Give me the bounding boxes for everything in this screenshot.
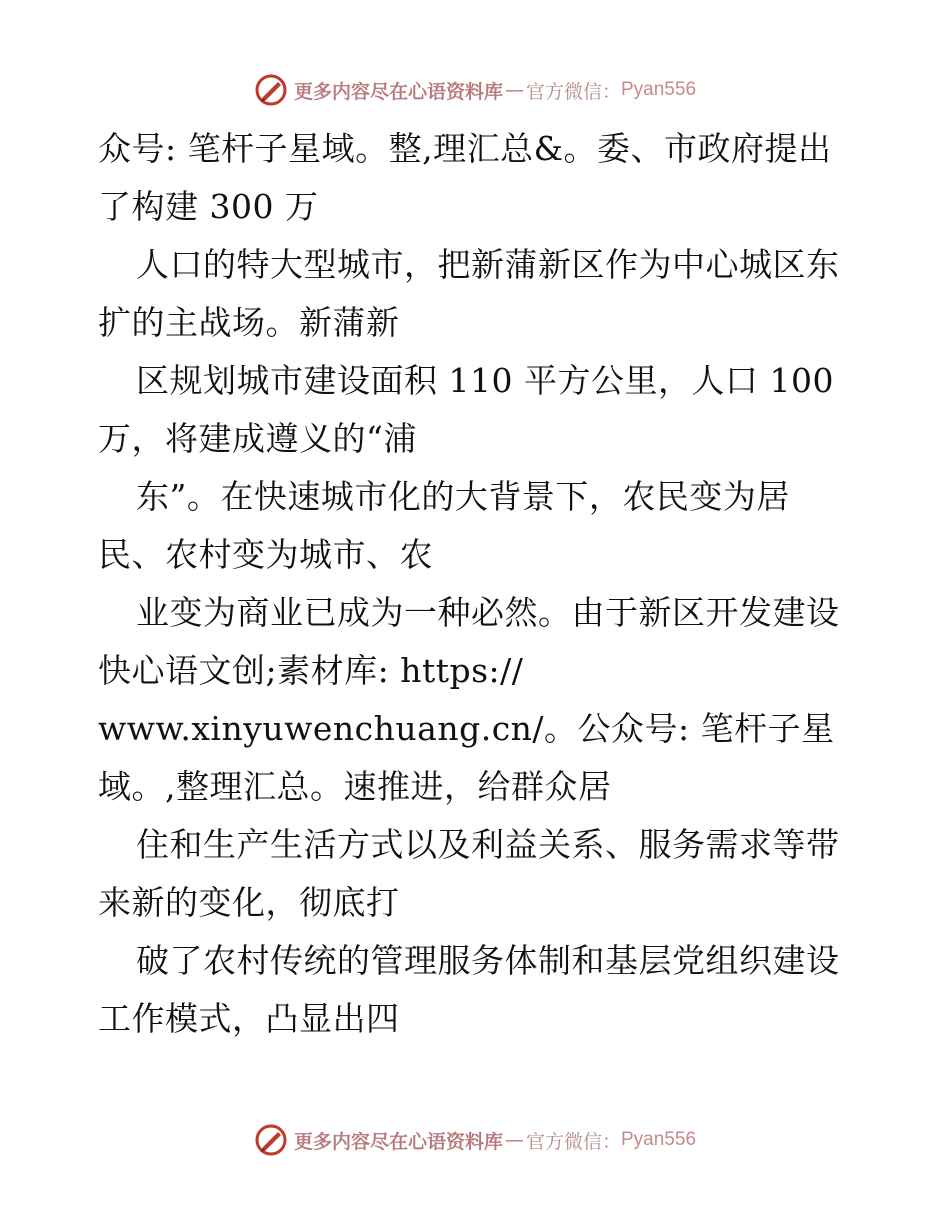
header-banner xyxy=(0,70,950,110)
body-line: 工作模式，凸显出四 xyxy=(98,999,400,1038)
footer-banner xyxy=(0,1120,950,1160)
body-line: www.xinyuwenchuang.cn/。公众号: 笔杆子星 xyxy=(98,709,835,748)
body-line: 住和生产生活方式以及利益关系、服务需求等带 xyxy=(136,825,840,864)
header-wechat-id: Pyan556 xyxy=(621,79,697,100)
footer-wechat-label: 官方微信： xyxy=(525,1130,621,1153)
body-line: 快心语文创;素材库: https:// xyxy=(98,651,524,690)
header-site-text: 更多内容尽在心语资料库 xyxy=(293,80,503,103)
body-line: 了构建 300 万 xyxy=(98,187,319,226)
body-line: 来新的变化，彻底打 xyxy=(98,883,400,922)
header-separator: — xyxy=(504,79,524,101)
pen-logo-icon xyxy=(254,73,288,107)
body-line: 扩的主战场。新蒲新 xyxy=(98,303,400,342)
footer-separator: — xyxy=(504,1129,524,1151)
footer-site-text: 更多内容尽在心语资料库 xyxy=(293,1130,503,1153)
body-line: 万，将建成遵义的“浦 xyxy=(98,419,417,458)
body-line: 域。,整理汇总。速推进，给群众居 xyxy=(98,767,612,806)
body-line: 破了农村传统的管理服务体制和基层党组织建设 xyxy=(136,941,840,980)
body-line: 业变为商业已成为一种必然。由于新区开发建设 xyxy=(136,593,840,632)
pen-logo-icon xyxy=(254,1123,288,1157)
body-line: 区规划城市建设面积 110 平方公里，人口 100 xyxy=(136,361,834,400)
footer-wechat-id: Pyan556 xyxy=(621,1129,697,1150)
body-line: 众号: 笔杆子星域。整,理汇总&。委、市政府提出 xyxy=(98,129,832,168)
body-line: 民、农村变为城市、农 xyxy=(98,535,433,574)
body-line: 人口的特大型城市，把新蒲新区作为中心城区东 xyxy=(136,245,840,284)
document-body xyxy=(98,120,858,1048)
header-wechat-label: 官方微信： xyxy=(525,80,621,103)
body-line: 东”。在快速城市化的大背景下，农民变为居 xyxy=(136,477,790,516)
